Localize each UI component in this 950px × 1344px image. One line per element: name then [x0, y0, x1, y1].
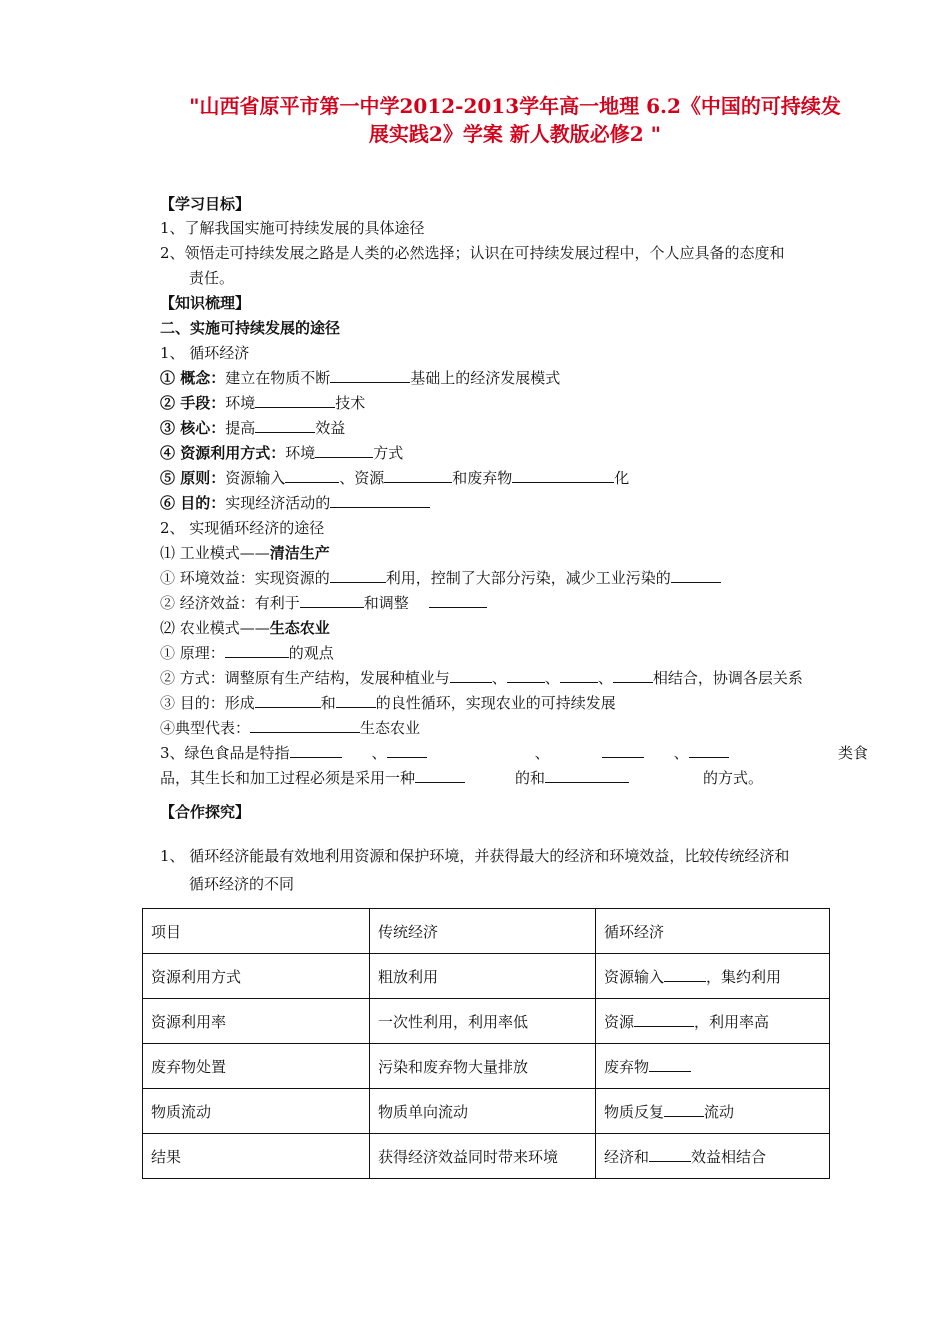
- principle-label: ⑤ 原则：: [160, 469, 226, 487]
- cell-text: ，利用率高: [694, 1012, 770, 1031]
- document-title: [150, 92, 880, 148]
- table-cell: 资源利用率: [143, 999, 370, 1044]
- title-line-2: 展实践2》学案 新人教版必修2 ": [368, 122, 662, 146]
- table-cell: [596, 999, 830, 1044]
- blank: [664, 966, 706, 982]
- coop-question-1-cont: 循环经济的不同: [189, 875, 295, 893]
- purpose-label: ⑥ 目的：: [160, 494, 226, 512]
- separator: 、: [597, 669, 613, 687]
- cell-text: 资源: [604, 1012, 635, 1031]
- core-label: ③ 核心：: [160, 419, 226, 437]
- concept-label: ① 概念：: [160, 369, 226, 387]
- cell-text: 流动: [704, 1102, 735, 1121]
- cell-text: 物质反复: [604, 1102, 665, 1121]
- agr2-text-b: 相结合，协调各层关系: [652, 669, 803, 687]
- blank: [336, 692, 376, 708]
- blank: [255, 417, 315, 433]
- agr3-text-c: 的良性循环，实现农业的可持续发展: [375, 694, 616, 712]
- cell-text: 循环经济: [604, 922, 665, 941]
- separator: 、: [534, 744, 550, 762]
- blank: [664, 1101, 704, 1117]
- industry-benefit-1: [160, 567, 721, 589]
- table-cell: 获得经济效益同时带来环境: [370, 1134, 596, 1179]
- ind2-text-b: 和调整: [363, 594, 409, 612]
- table-cell: 物质流动: [143, 1089, 370, 1134]
- comparison-table: [142, 908, 830, 1179]
- means-line: [160, 392, 365, 414]
- table-cell: [596, 954, 830, 999]
- agri-method: [160, 667, 803, 689]
- means-label: ② 手段：: [160, 394, 226, 412]
- purpose-text-a: 实现经济活动的: [225, 494, 331, 512]
- blank: [300, 592, 364, 608]
- cell-text: ，集约利用: [706, 967, 782, 986]
- table-cell: [596, 1089, 830, 1134]
- agri-example: [160, 717, 420, 739]
- coop-question-1: 1、 循环经济能最有效地利用资源和保护环境，并获得最大的经济和环境效益，比较传统经济和: [160, 847, 790, 865]
- blank: [512, 467, 614, 483]
- table-row: [143, 954, 830, 999]
- table-cell: 物质单向流动: [370, 1089, 596, 1134]
- blank: [671, 567, 721, 583]
- cell-text: 经济和: [604, 1147, 650, 1166]
- agri-mode-line: [160, 617, 330, 639]
- blank: [387, 742, 427, 758]
- agri-mode-name: 生态农业: [269, 619, 330, 637]
- blank: [330, 367, 410, 383]
- way-line: [160, 442, 403, 464]
- blank: [315, 442, 373, 458]
- table-cell: [596, 1134, 830, 1179]
- concept-text-b: 基础上的经济发展模式: [410, 369, 561, 387]
- blank: [330, 492, 430, 508]
- green2-text-a: 品，其生长和加工过程必须是采用一种: [160, 769, 416, 787]
- table-cell: [596, 1044, 830, 1089]
- blank: [250, 717, 360, 733]
- green1-text-a: 3、绿色食品是特指: [160, 744, 290, 762]
- blank: [545, 767, 629, 783]
- principle-text-d: 化: [614, 469, 630, 487]
- table-row: [143, 909, 830, 954]
- blank: [613, 667, 653, 683]
- blank: [450, 667, 492, 683]
- means-text-a: 环境: [225, 394, 256, 412]
- blank: [225, 642, 289, 658]
- table-cell: 废弃物处置: [143, 1044, 370, 1089]
- cell-text: 效益相结合: [691, 1147, 767, 1166]
- means-text-b: 技术: [335, 394, 366, 412]
- way-text-a: 环境: [285, 444, 316, 462]
- blank: [649, 1146, 691, 1162]
- sub-heading-1: 1、 循环经济: [160, 344, 250, 362]
- agr3-text-a: ③ 目的：形成: [160, 694, 255, 712]
- agr1-text-a: ① 原理：: [160, 644, 225, 662]
- table-row: [143, 1089, 830, 1134]
- section-heading: 二、实施可持续发展的途径: [160, 319, 341, 337]
- separator: 、: [491, 669, 507, 687]
- ind1-text-a: ① 环境效益：实现资源的: [160, 569, 330, 587]
- blank: [634, 1011, 694, 1027]
- agri-purpose: [160, 692, 616, 714]
- way-text-b: 方式: [373, 444, 404, 462]
- title-line-1: "山西省原平市第一中学2012-2013学年高一地理 6.2《中国的可持续发: [189, 94, 841, 118]
- agr1-text-b: 的观点: [288, 644, 334, 662]
- purpose-line: [160, 492, 430, 514]
- blank: [290, 742, 342, 758]
- principle-text-b: 、资源: [339, 469, 385, 487]
- core-text-b: 效益: [315, 419, 346, 437]
- blank: [602, 742, 644, 758]
- coop-heading: 【合作探究】: [160, 803, 251, 821]
- sub-heading-2: 2、 实现循环经济的途径: [160, 519, 325, 537]
- blank: [649, 1056, 691, 1072]
- table-cell: 污染和废弃物大量排放: [370, 1044, 596, 1089]
- ind1-text-b: 利用，控制了大部分污染，减少工业污染的: [385, 569, 671, 587]
- industry-mode-line: [160, 542, 330, 564]
- blank: [429, 592, 487, 608]
- industry-benefit-2: [160, 592, 487, 614]
- table-cell: 一次性利用，利用率低: [370, 999, 596, 1044]
- green-food-line-2: [160, 767, 763, 789]
- blank: [689, 742, 729, 758]
- agr2-text-a: ② 方式：调整原有生产结构，发展种植业与: [160, 669, 450, 687]
- blank: [255, 692, 321, 708]
- principle-line: [160, 467, 629, 489]
- core-text-a: 提高: [225, 419, 256, 437]
- goal-item-1: 1、了解我国实施可持续发展的具体途径: [160, 219, 425, 237]
- separator: 、: [544, 669, 560, 687]
- industry-mode-name: 清洁生产: [269, 544, 330, 562]
- blank: [560, 667, 598, 683]
- goal-item-2: 2、领悟走可持续发展之路是人类的必然选择；认识在可持续发展过程中，个人应具备的态度和: [160, 244, 785, 262]
- agri-mode-label: ⑵ 农业模式——: [160, 619, 270, 637]
- table-row: [143, 999, 830, 1044]
- agr4-text-b: 生态农业: [360, 719, 421, 737]
- goals-heading: 【学习目标】: [160, 195, 251, 213]
- concept-text-a: 建立在物质不断: [225, 369, 331, 387]
- agr4-text-a: ④典型代表：: [160, 719, 251, 737]
- table-row: [143, 1134, 830, 1179]
- blank: [507, 667, 545, 683]
- blank: [330, 567, 386, 583]
- blank: [285, 467, 339, 483]
- cell-text: 废弃物: [604, 1057, 650, 1076]
- agr3-text-b: 和: [320, 694, 336, 712]
- industry-mode-label: ⑴ 工业模式——: [160, 544, 270, 562]
- cell-text: 资源输入: [604, 967, 665, 986]
- knowledge-heading: 【知识梳理】: [160, 294, 251, 312]
- principle-text-c: 和废弃物: [452, 469, 513, 487]
- agri-principle: [160, 642, 334, 664]
- table-cell: 资源利用方式: [143, 954, 370, 999]
- green2-text-b: 的和: [515, 769, 546, 787]
- blank: [415, 767, 465, 783]
- table-cell: 传统经济: [370, 909, 596, 954]
- table-cell: 结果: [143, 1134, 370, 1179]
- principle-text-a: 资源输入: [225, 469, 286, 487]
- ind2-text-a: ② 经济效益：有利于: [160, 594, 300, 612]
- way-label: ④ 资源利用方式：: [160, 444, 286, 462]
- table-cell: 项目: [143, 909, 370, 954]
- goal-item-2-cont: 责任。: [189, 269, 235, 287]
- separator: 、: [371, 744, 387, 762]
- table-row: [143, 1044, 830, 1089]
- table-cell: [596, 909, 830, 954]
- concept-line: [160, 367, 560, 389]
- core-line: [160, 417, 345, 439]
- separator: 、: [673, 744, 689, 762]
- blank: [384, 467, 452, 483]
- green-food-line-1: [160, 742, 868, 764]
- blank: [255, 392, 335, 408]
- green2-text-c: 的方式。: [703, 769, 764, 787]
- table-cell: 粗放利用: [370, 954, 596, 999]
- green1-text-b: 类食: [837, 744, 868, 762]
